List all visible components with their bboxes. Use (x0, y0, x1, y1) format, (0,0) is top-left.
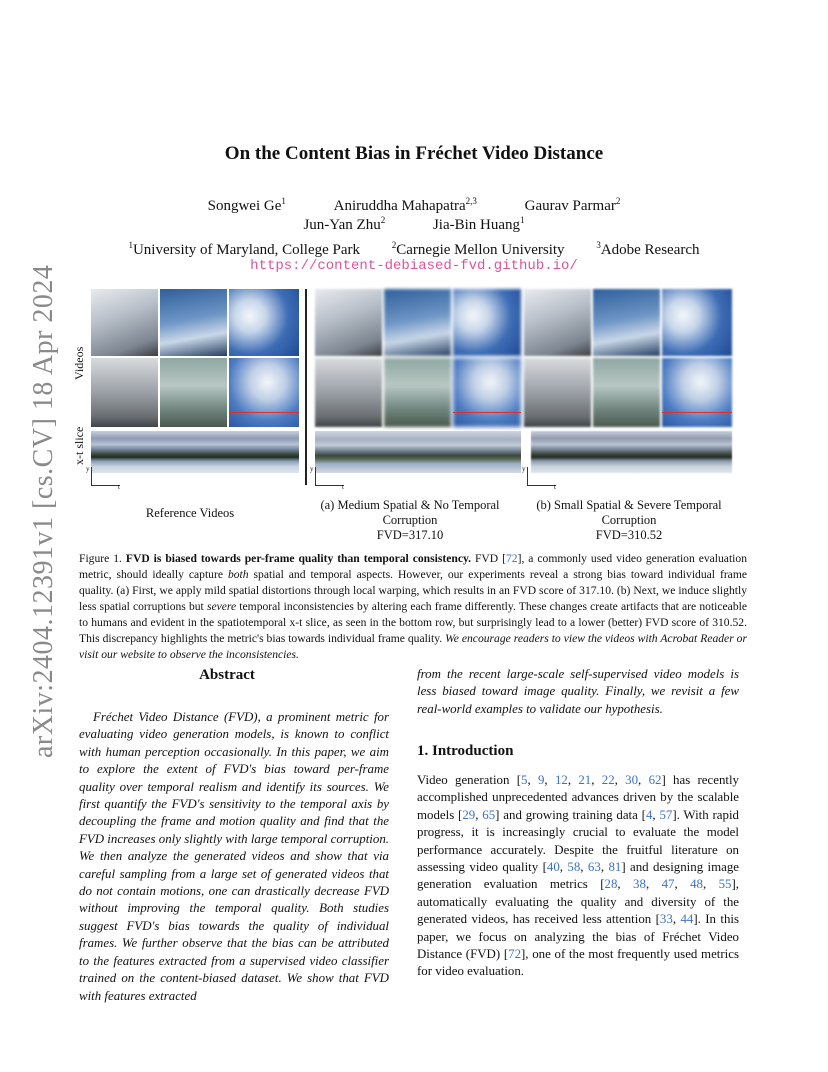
citation-link[interactable]: 55 (718, 877, 732, 892)
citation-link[interactable]: 81 (608, 860, 622, 875)
affiliation-cmu: $^2$Carnegie Mellon University (391, 240, 565, 258)
citation-link[interactable]: 44 (680, 912, 694, 927)
citation-link[interactable]: 65 (482, 807, 496, 822)
citation-link[interactable]: 58 (567, 860, 581, 875)
author-line-1 (0, 196, 828, 215)
affiliations (0, 240, 828, 259)
citation-link[interactable]: 21 (578, 773, 592, 787)
video-frame (662, 358, 732, 427)
abstract-heading: Abstract (199, 667, 255, 683)
video-frame (453, 289, 521, 356)
author-huang: Jia-Bin Huang$^1$ (432, 215, 525, 233)
axis-label-y: y (310, 465, 314, 473)
axis-label-t: t (342, 483, 344, 491)
video-frame (160, 289, 227, 356)
abstract-continuation: from the recent large-scale self-supervised video models is less biased toward image quality. Finally, we revisit a few real-world examples to validate our hypothesis. (417, 667, 739, 716)
author-mahapatra: Aniruddha Mahapatra$^{2,3}$ (333, 196, 477, 214)
video-frame (160, 358, 227, 427)
video-frame (524, 358, 591, 427)
figure-caption: Figure 1. FVD is biased towards per-frame quality than temporal consistency. FVD [72], a commonly used video generation evaluation metric, should ideally capture both spatial and temporal aspects. However, our experiments reveal a strong bias toward individual frame quality. (a) First, we apply mild spatial distortions through local warping, which results in an FVD score of 317.10. (b) Next, we induce slightly less spatial corruptions but severe temporal inconsistencies by altering each frame differently. These changes create artifacts that are noticeable to humans and evident in the spatiotemporal x-t slice, as seen in the bottom row, but surprisingly lead to a lower (better) FVD score of 310.52. This discrepancy highlights the metric's bias towards individual frame quality. We encourage readers to view the videos with Acrobat Reader or visit our website to observe the inconsistencies. (79, 552, 747, 661)
video-frame (384, 289, 451, 356)
video-frame (662, 289, 732, 356)
video-frame (524, 289, 591, 356)
figure-col-label-b: (b) Small Spatial & Severe Temporal Corruption FVD=310.52 (522, 498, 736, 543)
axis-arrow (315, 467, 344, 486)
project-url-link[interactable]: https://content-debiased-fvd.github.io/ (250, 258, 578, 274)
author-line-2 (0, 215, 828, 234)
citation-link[interactable]: 57 (659, 807, 673, 822)
citation-link[interactable]: 5 (521, 773, 528, 787)
axis-label-t: t (118, 483, 120, 491)
video-frame (453, 358, 521, 427)
fvd-score-b: FVD=310.52 (595, 528, 663, 542)
intro-paragraph: Video generation [5, 9, 12, 21, 22, 30, 62] has recently accomplished unprecedented advances driven by the scalable models [29, 65] and growing training data [4, 57]. With rapid progress, it is increasingly crucial to evaluate the model performance accurately. Despite the fruitful literature on assessing video quality [40, 58, 63, 81] and designing image generation evaluation metrics [28, 38, 47, 48, 55], automatically evaluating the quality and diversity of the generated videos, has received less attention [33, 44]. In this paper, we focus on analyzing the bias of Fréchet Video Distance (FVD) [72], one of the most frequently used metrics for video evaluation. (417, 773, 740, 979)
video-frame (315, 289, 382, 356)
axis-label-t: t (554, 483, 556, 491)
xt-slice-medium-spatial (315, 431, 521, 473)
video-frame (229, 289, 299, 356)
slice-marker-line (229, 412, 299, 413)
citation-link[interactable]: 22 (601, 773, 615, 787)
figure-divider (305, 289, 307, 485)
author-ge: Songwei Ge$^1$ (207, 196, 286, 214)
xt-slice-severe-temporal (531, 431, 732, 473)
author-zhu: Jun-Yan Zhu$^2$ (303, 215, 386, 233)
citation-link[interactable]: 47 (661, 877, 675, 892)
intro-heading: 1. Introduction (417, 743, 514, 759)
citation-link[interactable]: 72 (508, 947, 522, 962)
citation-link[interactable]: 38 (633, 877, 646, 892)
video-frame (593, 358, 660, 427)
citation-link[interactable]: 63 (587, 860, 601, 875)
citation-link[interactable]: 40 (546, 860, 560, 875)
arxiv-sidebar-stamp: arXiv:2404.12391v1 [cs.CV] 18 Apr 2024 (28, 264, 59, 758)
figure-col-label-a: (a) Medium Spatial & No Temporal Corruption FVD=317.10 (305, 498, 515, 543)
citation-link[interactable]: 62 (648, 773, 662, 787)
citation-link[interactable]: 30 (625, 773, 639, 787)
slice-marker-line (453, 412, 521, 413)
abstract-text: Fréchet Video Distance (FVD), a prominent metric for evaluating video generation models, is known to conflict with human perception occasionally. In this paper, we aim to explore the extent of FVD's bias toward per-frame quality over temporal realism and identify its sources. We first quantify the FVD's sensitivity to the temporal axis by decoupling the frame and motion quality and find that the FVD increases only slightly with large temporal corruption. We then analyze the generated videos and show that via careful sampling from a large set of generated videos that do not contain motions, one can drastically decrease FVD without improving the temporal quality. Both studies suggest FVD's bias towards the quality of individual frames. We further observe that the bias can be attributed to the features extracted from a supervised video classifier trained on the content-biased dataset. We show that FVD with features extracted (79, 710, 389, 1003)
video-frame (91, 358, 158, 427)
video-frame (229, 358, 299, 427)
axis-arrow (91, 467, 120, 486)
citation-link[interactable]: 12 (554, 773, 568, 787)
video-frame (593, 289, 660, 356)
axis-arrow (527, 467, 556, 486)
video-frame (384, 358, 451, 427)
fvd-score-a: FVD=317.10 (376, 528, 444, 542)
citation-link[interactable]: 9 (537, 773, 545, 787)
author-parmar: Gaurav Parmar$^2$ (524, 196, 621, 214)
affiliation-umd: $^1$University of Maryland, College Park (128, 240, 361, 258)
figure-row-label-xt: x-t slice (72, 426, 86, 465)
slice-marker-line (662, 412, 732, 413)
axis-label-y: y (522, 465, 526, 473)
affiliation-adobe: $^3$Adobe Research (596, 240, 700, 258)
axis-label-y: y (86, 465, 90, 473)
figure-col-label-reference: Reference Videos (145, 506, 235, 520)
citation-link[interactable]: 29 (462, 807, 476, 822)
citation-link[interactable]: 33 (659, 912, 673, 927)
video-frame (315, 358, 382, 427)
citation-link[interactable]: 72 (505, 552, 518, 565)
figure-row-label-videos: Videos (72, 346, 86, 380)
citation-link[interactable]: 28 (604, 877, 618, 892)
paper-title: On the Content Bias in Fréchet Video Distance (224, 143, 604, 164)
xt-slice-reference (91, 431, 299, 473)
citation-link[interactable]: 4 (645, 807, 653, 822)
video-frame (91, 289, 158, 356)
citation-link[interactable]: 48 (690, 877, 703, 892)
